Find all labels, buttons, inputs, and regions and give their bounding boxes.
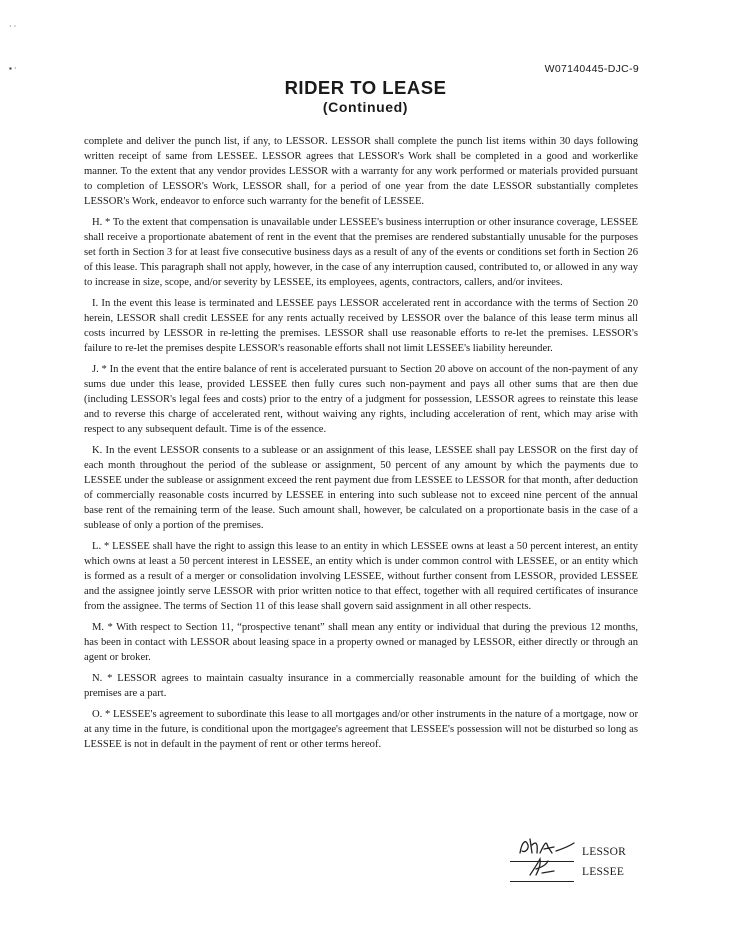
lessee-label: LESSEE [582,866,625,878]
paragraph-i: I. In the event this lease is terminated and LESSEE pays LESSOR accelerated rent in accordance with the terms of Section 20 herein, LESSOR shall credit LESSEE for any rents actually received by LESSOR over the balance of this lease term minus all costs incurred by LESSOR in re-letting the premises. LESSOR shall use reasonable efforts to re-let the premises. LESSOR's failure to re-let the premises despite LESSOR's reasonable efforts shall not limit LESSEE's liability hereunder. [84,298,638,354]
paragraph-m: M. * With respect to Section 11, “prospective tenant” shall mean any entity or individual that during the previous 12 months, has been in contact with LESSOR about leasing space in a property owned or managed by LESSOR, either directly or through an agent or broker. [84,622,638,663]
paragraph-n: N. * LESSOR agrees to maintain casualty insurance in a commercially reasonable amount for the building of which the premises are a part. [84,673,638,699]
page-title: RIDER TO LEASE [284,77,447,98]
document-id: W07140445-DJC-9 [544,63,639,75]
paragraph-k: K. In the event LESSOR consents to a sublease or an assignment of this lease, LESSEE shall pay LESSOR on the first day of each month throughout the period of the sublease or assignment, 50 percent of any amount by which the payments due to LESSEE under the sublease or assignment exceed the rent payment due from LESSEE to LESSOR for that month, after deduction of commercially reasonable costs incurred by LESSEE in entering into such sublease not to exceed nine percent of the annual base rent of the remaining term of the lease. Such amount shall, however, be calculated on a proportionate basis in the case of a sublease of only a portion of the premises. [84,445,638,531]
paragraph-continued: complete and deliver the punch list, if any, to LESSOR. LESSOR shall complete the punch list items within 30 days following written receipt of same from LESSEE. LESSOR agrees that LESSOR's Work shall be completed in a good and workerlike manner. To the extent that any vendor provides LESSOR with a warranty for any work performed or materials provided pursuant to completion of LESSOR's Work, LESSOR shall, for a period of one year from the date LESSOR substantially completes LESSOR's Work, endeavor to enforce such warranty for the benefit of LESSEE. [84,136,638,207]
signature-underline [510,881,574,882]
lessee-signature-line [510,865,650,883]
scan-artifact: · · [9,22,17,31]
document-body [84,134,638,758]
paragraph-j: J. * In the event that the entire balance of rent is accelerated pursuant to Section 20 above on account of the non-payment of any sums due under this lease, provided LESSEE then fully cures such non-payment and pays all other sums that are then due (including LESSOR's legal fees and costs) prior to the entry of a judgment for possession, LESSOR agrees to reinstate this lease and to reverse this charge of accelerated rent, without waiving any rights, including acceleration of rent, which may arise with respect to any subsequent default. Time is of the essence. [84,364,638,435]
lessee-initials-signature [516,855,576,879]
paragraph-o: O. * LESSEE's agreement to subordinate this lease to all mortgages and/or other instruments in the nature of a mortgage, now or at any time in the future, is conditional upon the mortgagee's agreement that LESSEE's possession will not be disturbed so long as LESSEE is not in default in the payment of rent or other terms hereof. [84,709,638,750]
paragraph-l: L. * LESSEE shall have the right to assign this lease to an entity in which LESSEE owns at least a 50 percent interest, an entity which owns at least a 50 percent interest in LESSEE, an entity which is under common control with LESSEE, or an entity which is formed as a result of a merger or consolidation involving LESSEE, without further consent from LESSOR, provided LESSEE and the assignee jointly serve LESSOR with prior written notice to that effect, together with all required certificates of insurance from the assignee. The terms of Section 11 of this lease shall govern said assignment in all other respects. [84,541,638,612]
lessor-label: LESSOR [582,846,627,858]
scan-artifact: ▪ · [9,64,17,73]
paragraph-h: H. * To the extent that compensation is unavailable under LESSEE's business interruption or other insurance coverage, LESSEE shall receive a proportionate abatement of rent in the event that the premises are rendered substantially unusable for the purposes set forth in Section 3 for at least five consecutive business days as a result of any of the events or conditions set forth in Section 26 of this lease. This paragraph shall not apply, however, in the case of any interruption caused, contributed to, or allowed in any way to increase in size, scope, and/or severity by LESSEE, its employees, agents, contractors, callers, and/or invitees. [84,217,638,288]
page-subtitle: (Continued) [322,99,409,115]
